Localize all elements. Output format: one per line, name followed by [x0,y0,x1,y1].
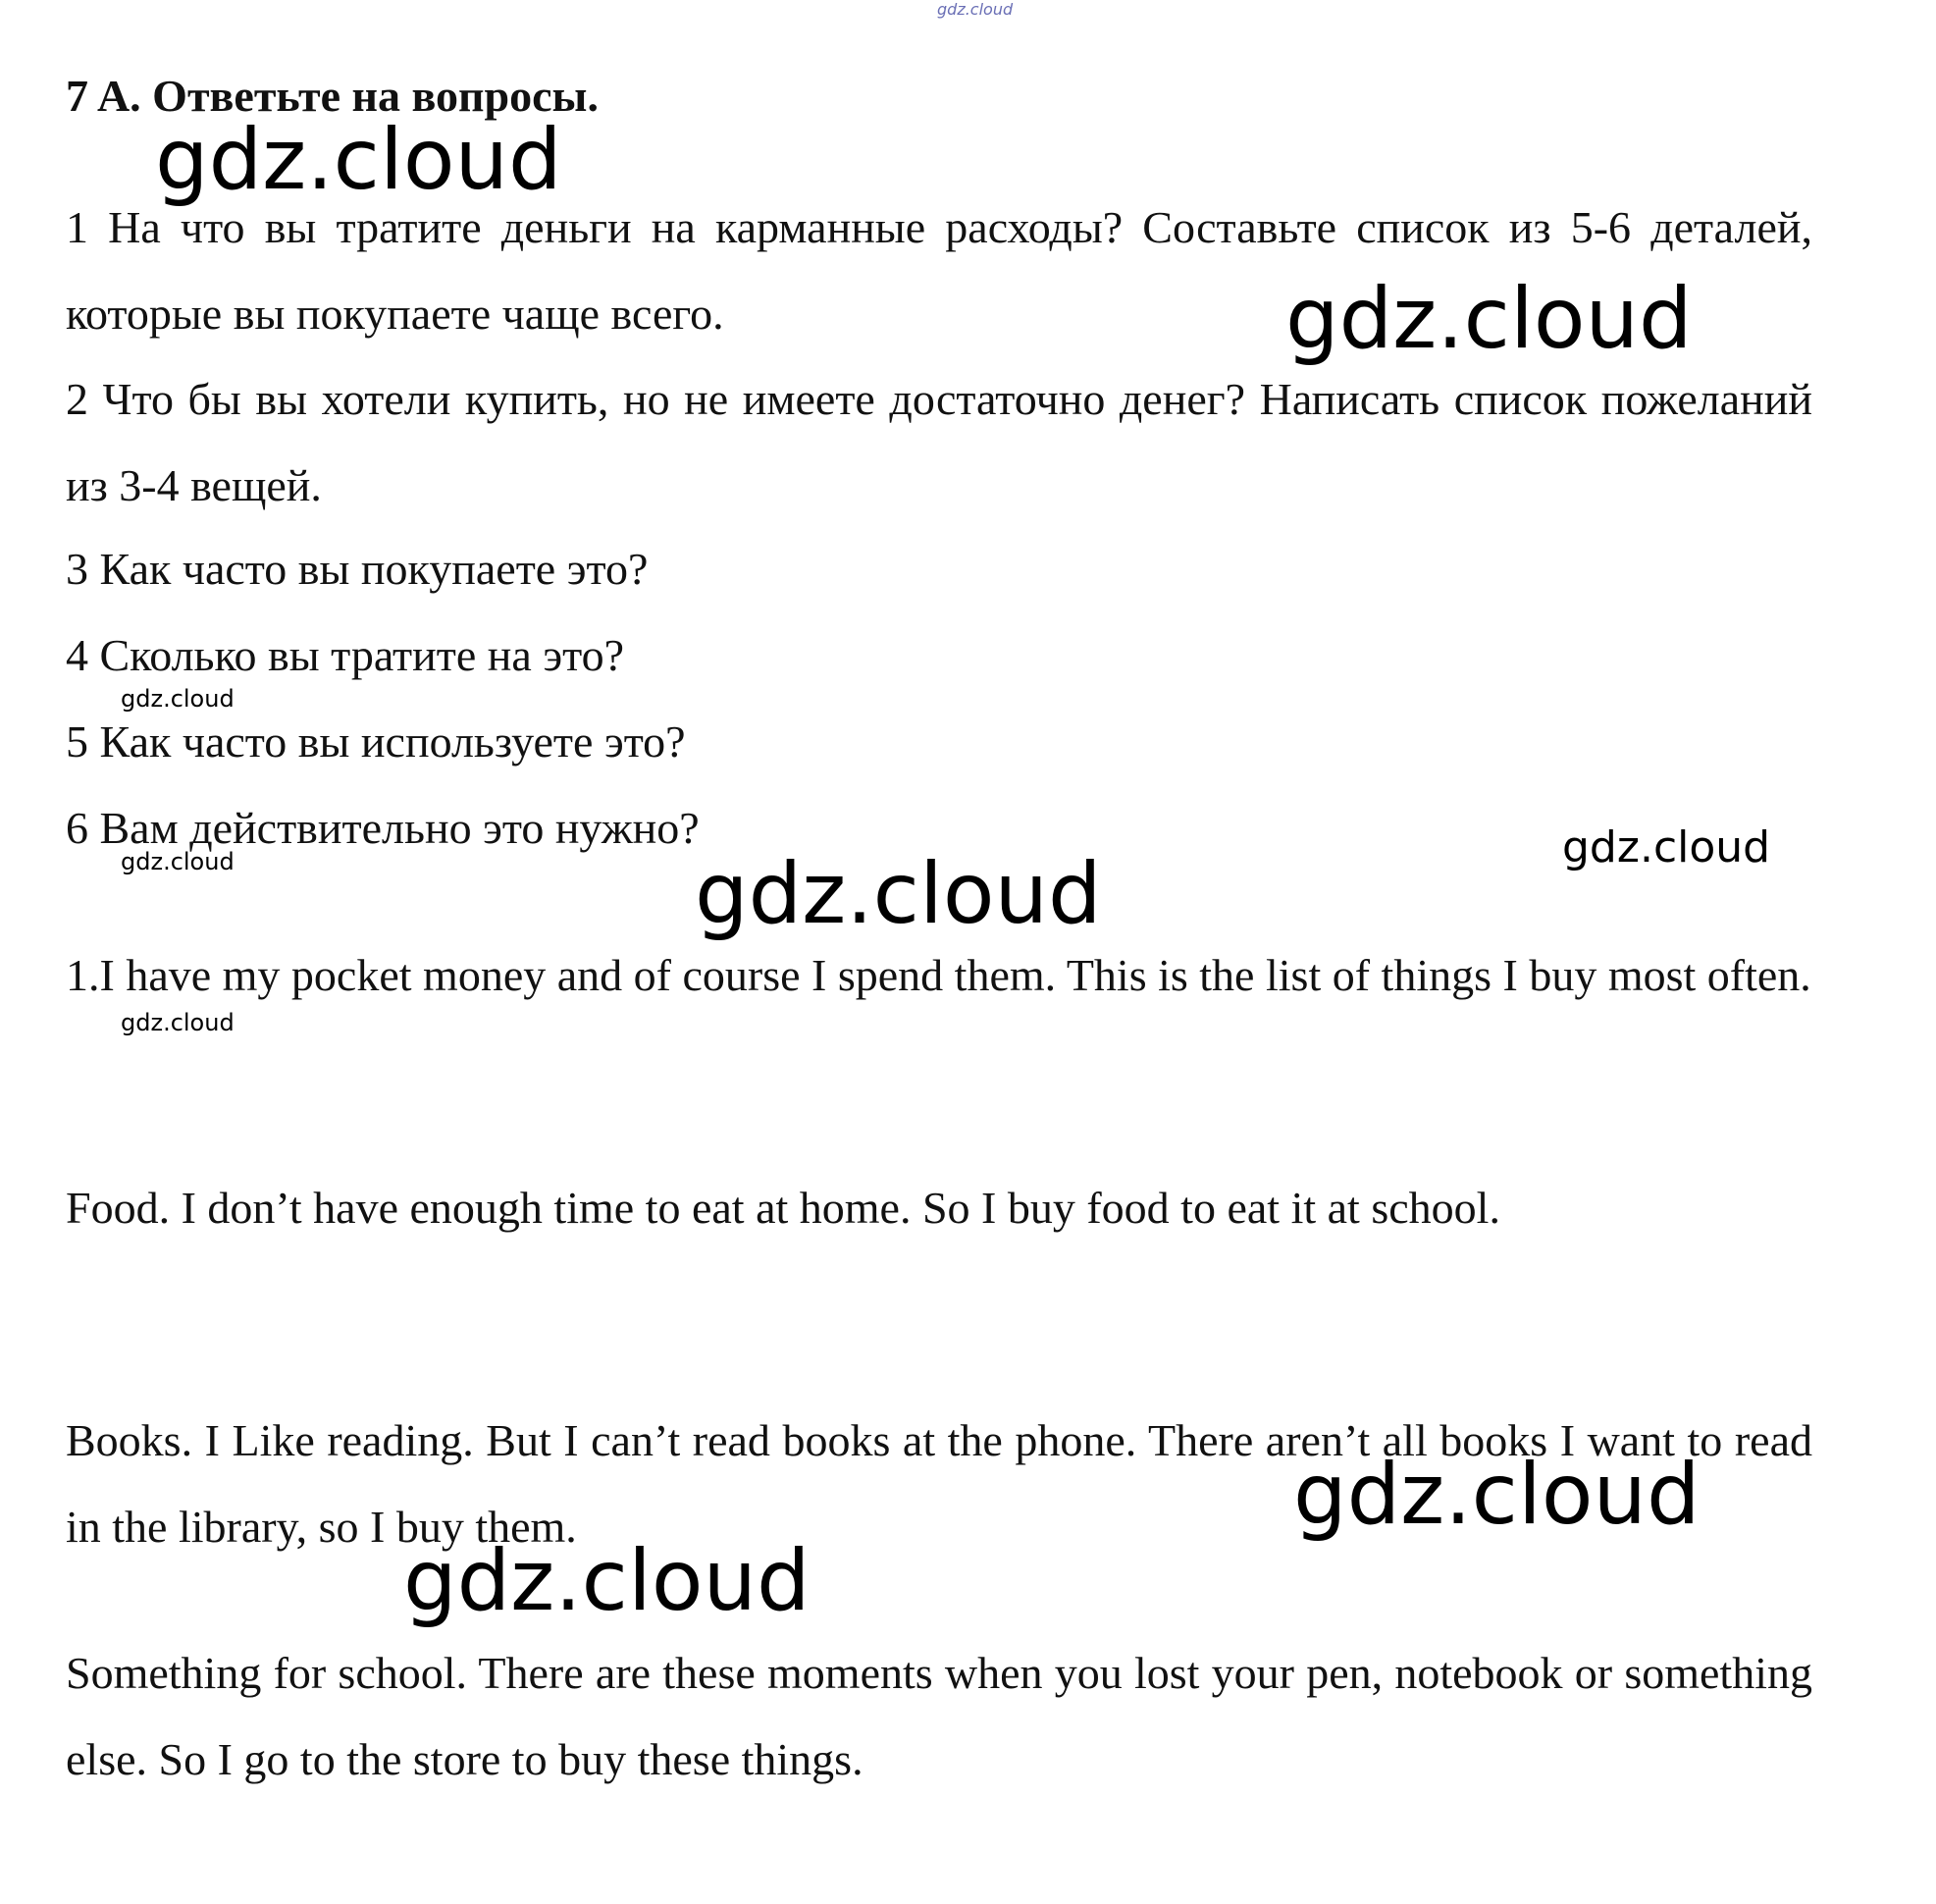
watermark-large-2: gdz.cloud [1285,270,1693,368]
question-5: 5 Как часто вы используете это? [66,716,686,767]
question-3: 3 Как часто вы покупаете это? [66,544,649,594]
watermark-small-1: gdz.cloud [121,685,235,713]
answer-food: Food. I don’t have enough time to eat at home. So I buy food to eat it at school. [66,1183,1500,1233]
watermark-small-3: gdz.cloud [121,1009,235,1036]
question-4: 4 Сколько вы тратите на это? [66,630,624,680]
watermark-small-2: gdz.cloud [121,848,235,875]
watermark-medium: gdz.cloud [1562,822,1771,873]
answer-school: Something for school. There are these moments when you lost your pen, notebook or something else. So I go to the store to buy these things. [66,1648,1812,1784]
answer-books: Books. I Like reading. But I can’t read books at the phone. There aren’t all books I want to read in the library, so I buy them. [66,1415,1812,1552]
watermark-large-3: gdz.cloud [695,845,1102,943]
exercise-heading: 7 A. Ответьте на вопросы. [66,71,599,121]
question-6: 6 Вам действительно это нужно? [66,803,700,853]
question-2: 2 Что бы вы хотели купить, но не имеете достаточно денег? Написать список пожеланий из 3-4 вещей. [66,374,1812,510]
answer-1: 1.I have my pocket money and of course I spend them. This is the list of things I buy most often. [66,950,1811,1000]
watermark-large-4: gdz.cloud [1293,1446,1701,1544]
watermark-large-1: gdz.cloud [155,111,562,209]
watermark-large-5: gdz.cloud [403,1532,811,1630]
question-1: 1 На что вы тратите деньги на карманные расходы? Составьте список из 5-6 деталей, которые вы покупаете чаще всего. [66,202,1812,339]
watermark-top: gdz.cloud [937,0,1014,19]
